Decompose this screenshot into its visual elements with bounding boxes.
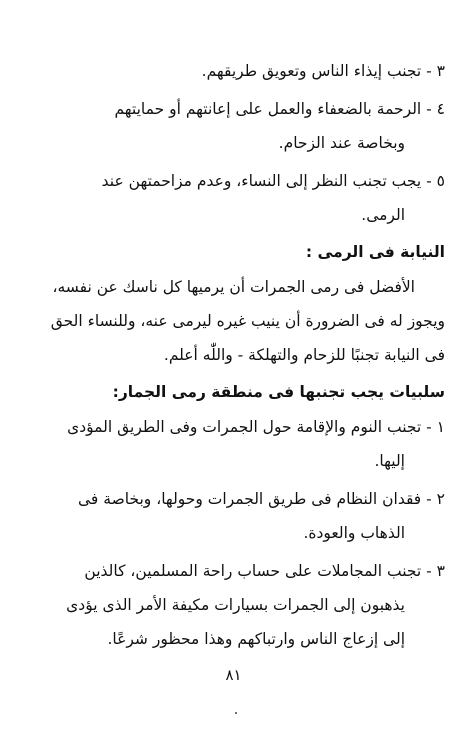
- print-speck: [235, 712, 237, 714]
- line-text: ١ - تجنب النوم والإقامة حول الجمرات وفى الطريق المؤدى: [67, 418, 445, 436]
- line-text: ٣ - تجنب المجاملات على حساب راحة المسلمين، كالذين: [84, 562, 445, 580]
- line-text: الذهاب والعودة.: [303, 524, 405, 542]
- line-text: ٣ - تجنب إيذاء الناس وتعويق طريقهم.: [201, 62, 445, 80]
- line-text: الأفضل فى رمى الجمرات أن يرميها كل ناسك عن نفسه،: [52, 278, 415, 296]
- line-text: يذهبون إلى الجمرات بسيارات مكيفة الأمر الذى يؤدى: [66, 596, 405, 614]
- line-text: ٢ - فقدان النظام فى طريق الجمرات وحولها، وبخاصة فى: [78, 490, 445, 508]
- list-item-avoid-sleeping-continued: [20, 444, 445, 478]
- list-item-lack-of-order-continued: [20, 516, 445, 550]
- line-text: فى النيابة تجنبًا للزحام والتهلكة - واللّٰه أعلم.: [163, 346, 445, 364]
- paragraph-line: [20, 270, 445, 304]
- line-text: إليها.: [374, 452, 405, 470]
- section-heading-proxy-stoning: النيابة فى الرمى :: [305, 243, 445, 261]
- list-item-mercy-weak: [20, 92, 445, 126]
- list-item-avoid-favoritism-continued: [20, 588, 445, 622]
- list-item-avoid-favoritism: [20, 554, 445, 588]
- line-text: ويجوز له فى الضرورة أن ينيب غيره ليرمى عنه، وللنساء الحق: [50, 312, 445, 330]
- paragraph-line: [20, 304, 445, 338]
- list-item-avoid-favoritism-continued: [20, 622, 445, 656]
- line-text: ٥ - يجب تجنب النظر إلى النساء، وعدم مزاحمتهن عند: [101, 172, 445, 190]
- list-item-lack-of-order: [20, 482, 445, 516]
- list-item-avoid-harm: [20, 54, 445, 88]
- line-text: ٤ - الرحمة بالضعفاء والعمل على إعانتهم أو حمايتهم: [114, 100, 445, 118]
- list-item-avoid-looking: [20, 164, 445, 198]
- line-text: إلى إزعاج الناس وارتباكهم وهذا محظور شرعًا.: [107, 630, 405, 648]
- paragraph-line: [20, 338, 445, 372]
- list-item-mercy-weak-continued: [20, 126, 445, 160]
- line-text: وبخاصة عند الزحام.: [278, 134, 405, 152]
- list-item-avoid-sleeping: [20, 410, 445, 444]
- line-text: الرمى.: [361, 206, 405, 224]
- section-heading-negatives: سلبيات يجب تجنبها فى منطقة رمى الجمار:: [112, 383, 445, 401]
- list-item-avoid-looking-continued: [20, 198, 445, 232]
- page-number: ٨١: [225, 666, 242, 684]
